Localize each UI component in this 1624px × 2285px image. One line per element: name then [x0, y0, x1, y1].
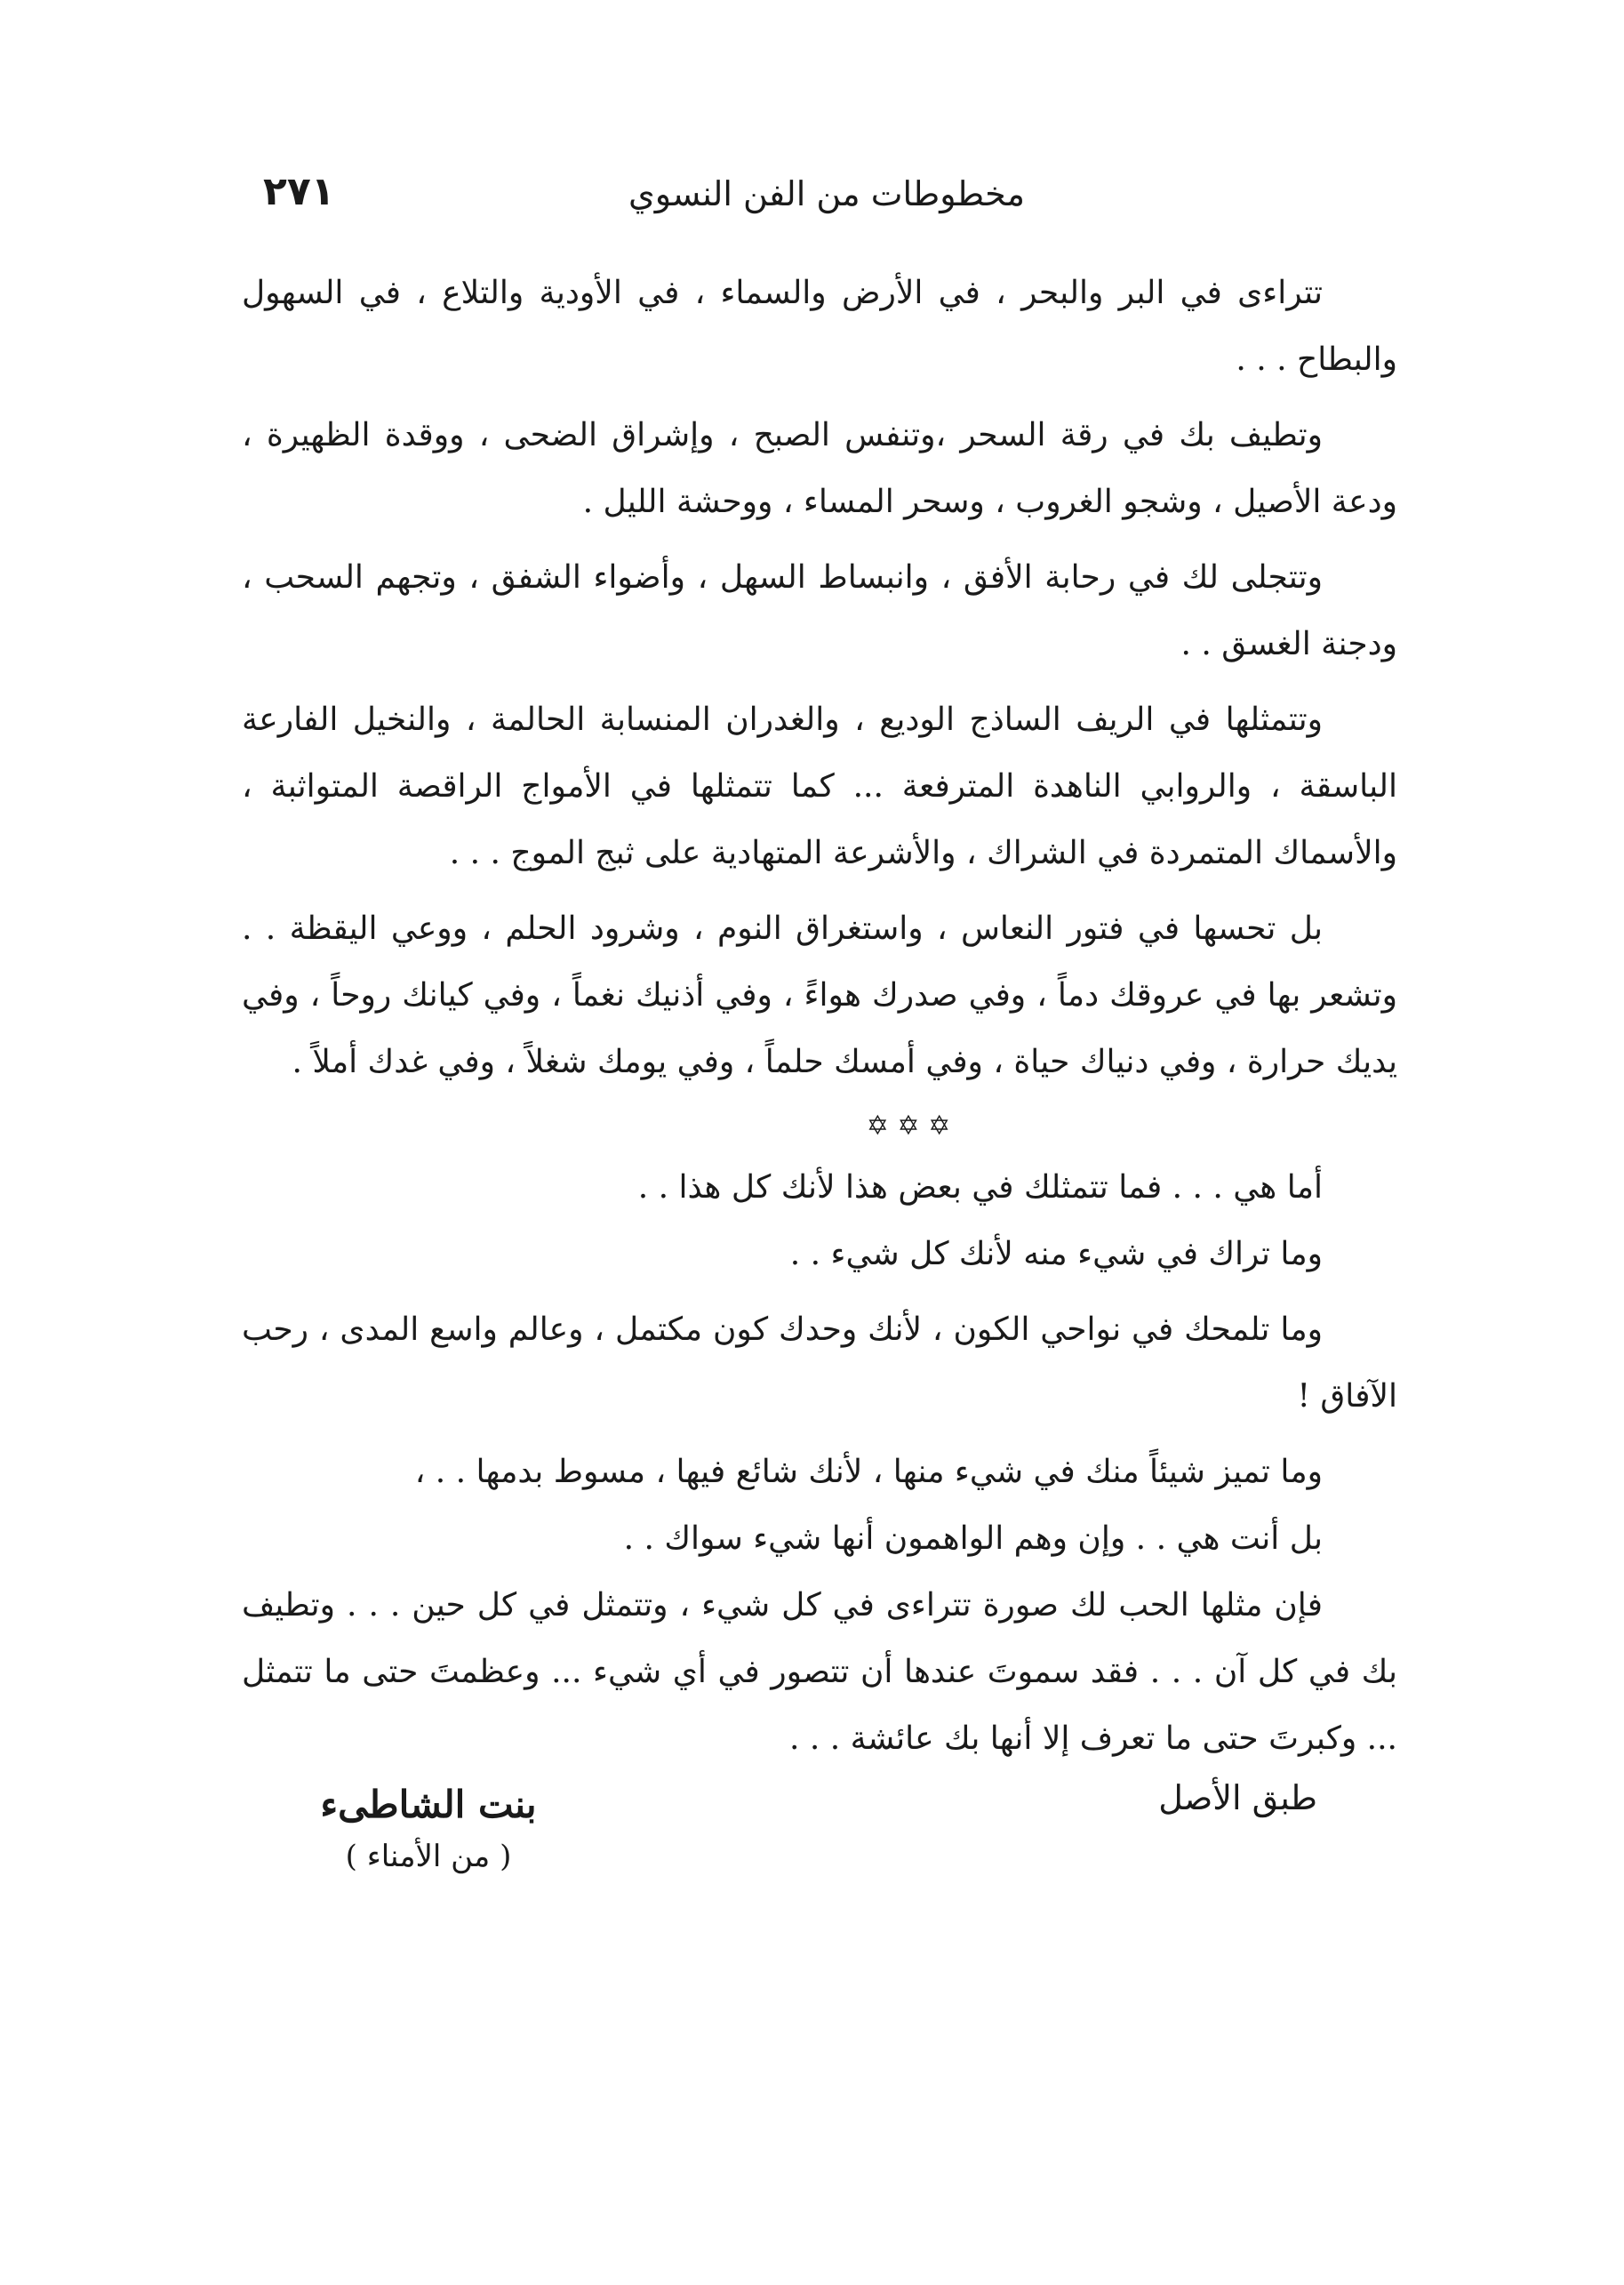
paragraph: وتتمثلها في الريف الساذج الوديع ، والغدران المنسابة الحالمة ، والنخيل الفارعة الباسقة ، والروابي الناهدة المترفعة ... كما تتمثلها في الأمواج الراقصة المتواثبة ، والأسماك المتمردة في الشراك ، والأشرعة المتهادية على ثبج الموج . . . [242, 702, 1397, 871]
paragraph: وما تراك في شيء منه لأنك كل شيء . . [789, 1236, 1323, 1272]
true-copy-note: طبق الأصل [1158, 1778, 1317, 1817]
paragraph: وتتجلى لك في رحابة الأفق ، وانبساط السهل ، وأضواء الشفق ، وتجهم السحب ، ودجنة الغسق . . [242, 559, 1397, 662]
page-number: ٢٧١ [263, 169, 335, 214]
closing-block [242, 1778, 1397, 1912]
author-source: ( من الأمناء ) [345, 1839, 512, 1874]
paragraph: تتراءى في البر والبحر ، في الأرض والسماء ، في الأودية والتلاع ، في السهول والبطاح . . . [242, 275, 1397, 378]
paragraph: فإن مثلها الحب لك صورة تتراءى في كل شيء ، وتتمثل في كل حين . . . وتطيف بك في كل آن . . . فقد سموتَ عندها أن تتصور في أي شيء ... وعظمتَ حتى ما تتمثل ... وكبرتَ حتى ما تعرف إلا أنها بك عائشة . . . [242, 1587, 1397, 1757]
paragraph: أما هي . . . فما تتمثلك في بعض هذا لأنك كل هذا . . [637, 1169, 1323, 1206]
author-signature [295, 1778, 562, 1881]
paragraph: بل أنت هي . . وإن وهم الواهمون أنها شيء سواك . . [623, 1520, 1323, 1557]
paragraph: بل تحسها في فتور النعاس ، واستغراق النوم ، وشرود الحلم ، ووعي اليقظة . . وتشعر بها في عروقك دماً ، وفي صدرك هواءً ، وفي أذنيك نغماً ، وفي كيانك روحاً ، وفي يديك حرارة ، وفي دنياك حياة ، وفي أمسك حلماً ، وفي يومك شغلاً ، وفي غدك أملاً . [242, 910, 1397, 1080]
author-name: بنت الشاطىء [320, 1783, 537, 1826]
running-title: مخطوطات من الفن النسوي [628, 174, 1025, 213]
paragraph: وما تميز شيئاً منك في شيء منها ، لأنك شائع فيها ، مسوط بدمها . . ، [414, 1454, 1323, 1490]
paragraph: وما تلمحك في نواحي الكون ، لأنك وحدك كون مكتمل ، وعالم واسع المدى ، رحب الآفاق ! [242, 1311, 1397, 1415]
section-separator: ✡ ✡ ✡ [866, 1110, 951, 1142]
page-header [258, 169, 1396, 231]
body-text [242, 260, 1397, 1772]
paragraph: وتطيف بك في رقة السحر ،وتنفس الصبح ، وإشراق الضحى ، ووقدة الظهيرة ، ودعة الأصيل ، وشجو الغروب ، وسحر المساء ، ووحشة الليل . [242, 417, 1397, 520]
